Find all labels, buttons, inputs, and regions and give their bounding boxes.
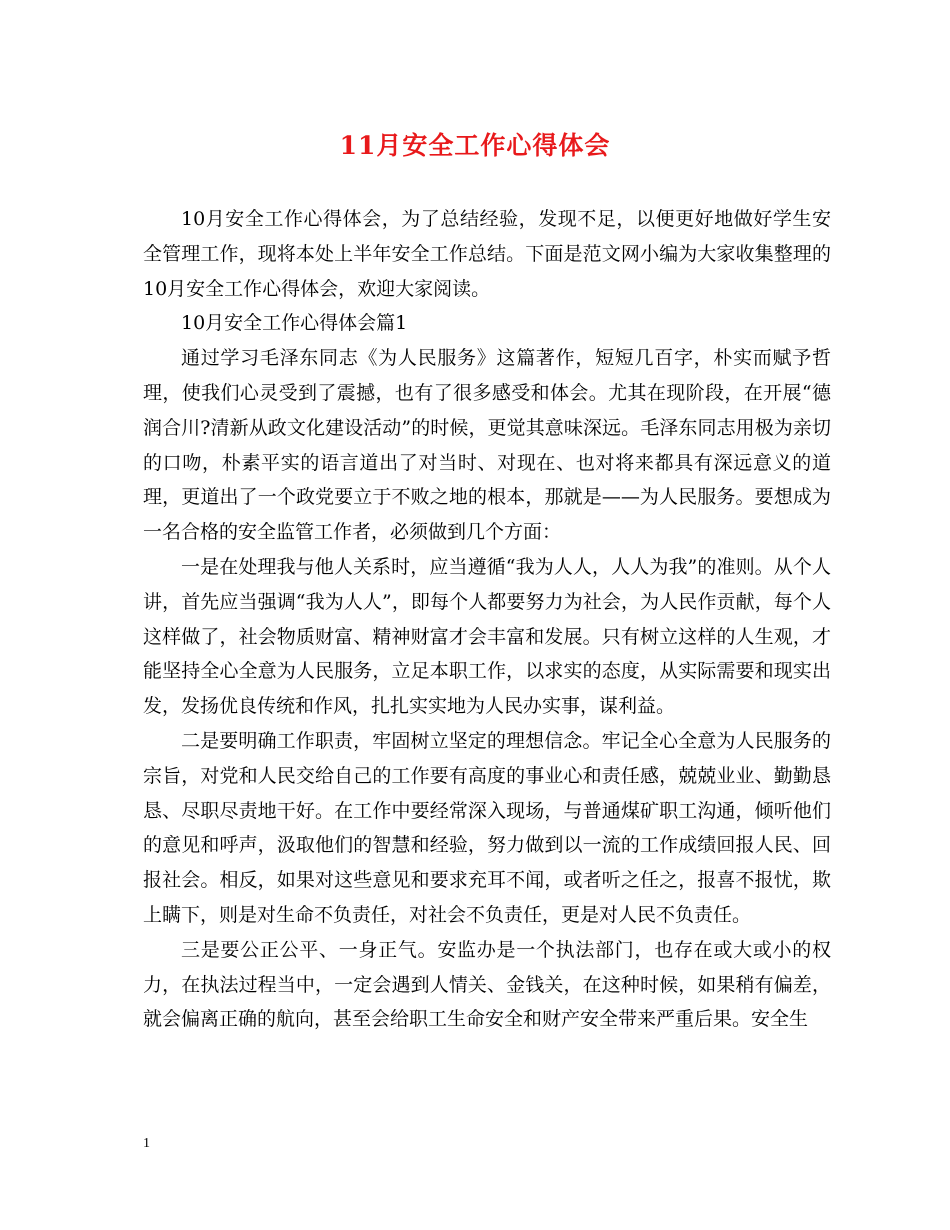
section-heading: 10月安全工作心得体会篇1 (181, 312, 408, 335)
document-body (143, 202, 831, 1037)
body-paragraph: 通过学习毛泽东同志《为人民服务》这篇著作，短短几百字，朴实而赋予哲理，使我们心灵受到了震撼，也有了很多感受和体会。尤其在现阶段，在开展“德润合川?清新从政文化建设活动”的时候，更觉其意味深远。毛泽东同志用极为亲切的口吻，朴素平实的语言道出了对当时、对现在、也对将来都具有深远意义的道理，更道出了一个政党要立于不败之地的根本，那就是——为人民服务。要想成为一名合格的安全监管工作者，必须做到几个方面： (143, 347, 831, 544)
page-number: 1 (143, 1136, 150, 1151)
body-paragraph: 二是要明确工作职责，牢固树立坚定的理想信念。牢记全心全意为人民服务的宗旨，对党和人民交给自己的工作要有高度的事业心和责任感，兢兢业业、勤勤恳恳、尽职尽责地干好。在工作中要经常深入现场，与普通煤矿职工沟通，倾听他们的意见和呼声，汲取他们的智慧和经验，努力做到以一流的工作成绩回报人民、回报社会。相反，如果对这些意见和要求充耳不闻，或者听之任之，报喜不报忧，欺上瞒下，则是对生命不负责任，对社会不负责任，更是对人民不负责任。 (143, 729, 831, 926)
body-paragraph: 三是要公正公平、一身正气。安监办是一个执法部门，也存在或大或小的权力，在执法过程当中，一定会遇到人情关、金钱关，在这种时候，如果稍有偏差，就会偏离正确的航向，甚至会给职工生命安全和财产安全带来严重后果。安全生 (143, 938, 831, 1031)
intro-paragraph: 10月安全工作心得体会，为了总结经验，发现不足，以便更好地做好学生安全管理工作，现将本处上半年安全工作总结。下面是范文网小编为大家收集整理的10月安全工作心得体会，欢迎大家阅读。 (143, 208, 831, 300)
body-paragraph: 一是在处理我与他人关系时，应当遵循“我为人人，人人为我”的准则。从个人讲，首先应当强调“我为人人”，即每个人都要努力为社会，为人民作贡献，每个人这样做了，社会物质财富、精神财富才会丰富和发展。只有树立这样的人生观，才能坚持全心全意为人民服务，立足本职工作，以求实的态度，从实际需要和现实出发，发扬优良传统和作风，扎扎实实地为人民办实事，谋利益。 (143, 555, 831, 718)
document-title: 11月安全工作心得体会 (339, 131, 611, 160)
